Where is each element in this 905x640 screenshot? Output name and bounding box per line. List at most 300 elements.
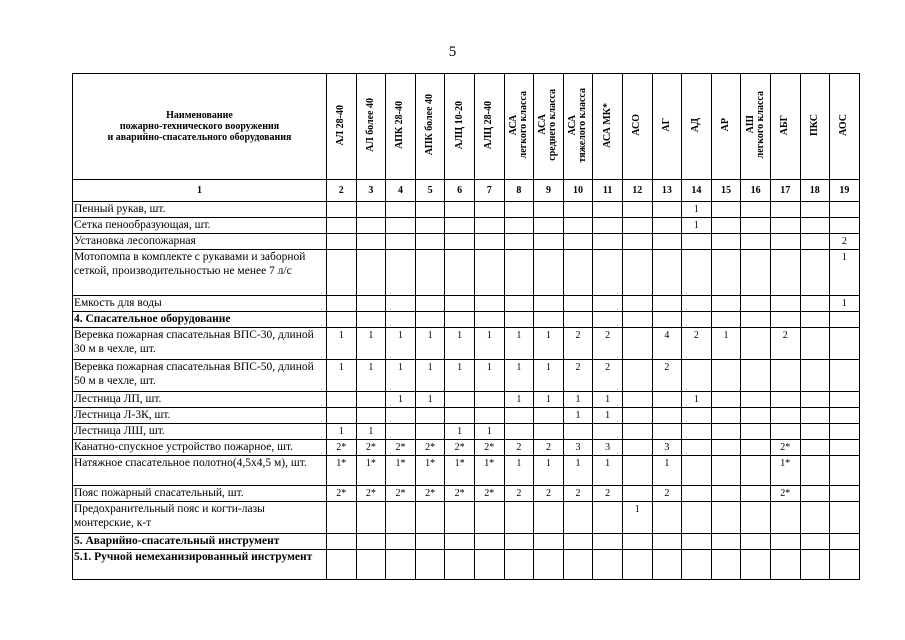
quantity-cell — [741, 408, 771, 424]
quantity-cell — [415, 408, 445, 424]
quantity-cell: 1 — [415, 360, 445, 392]
quantity-cell — [356, 392, 386, 408]
column-header-label: АСА тяжелого класса — [567, 87, 589, 163]
quantity-cell — [652, 424, 682, 440]
quantity-cell — [415, 234, 445, 250]
quantity-cell: 2* — [327, 440, 357, 456]
quantity-cell: 2 — [593, 360, 623, 392]
quantity-cell: 1 — [534, 392, 564, 408]
column-number: 8 — [504, 180, 534, 202]
quantity-cell — [741, 424, 771, 440]
section-title: 5. Аварийно-спасательный инструмент — [73, 534, 327, 550]
quantity-cell — [445, 312, 475, 328]
quantity-cell — [327, 202, 357, 218]
quantity-cell — [800, 502, 830, 534]
column-header — [504, 74, 534, 180]
header-title-line: Наименование — [166, 110, 233, 121]
quantity-cell: 2* — [356, 486, 386, 502]
quantity-cell — [445, 218, 475, 234]
quantity-cell — [682, 250, 712, 296]
quantity-cell: 2 — [652, 486, 682, 502]
quantity-cell — [445, 296, 475, 312]
item-name: Пенный рукав, шт. — [73, 202, 327, 218]
quantity-cell — [682, 486, 712, 502]
quantity-cell — [711, 502, 741, 534]
column-number: 4 — [386, 180, 416, 202]
quantity-cell — [474, 392, 504, 408]
column-header-label: АЛЦ 10-20 — [453, 100, 465, 150]
quantity-cell — [711, 440, 741, 456]
quantity-cell — [356, 250, 386, 296]
column-header — [593, 74, 623, 180]
quantity-cell: 1 — [356, 424, 386, 440]
quantity-cell: 2 — [563, 486, 593, 502]
item-name: Лестница ЛП, шт. — [73, 392, 327, 408]
quantity-cell — [563, 502, 593, 534]
quantity-cell — [830, 440, 860, 456]
quantity-cell — [830, 550, 860, 580]
quantity-cell — [741, 360, 771, 392]
quantity-cell — [504, 408, 534, 424]
quantity-cell: 2 — [563, 328, 593, 360]
page-number: 5 — [448, 44, 457, 60]
quantity-cell: 2* — [770, 440, 800, 456]
quantity-cell — [622, 424, 652, 440]
quantity-cell: 1 — [356, 328, 386, 360]
quantity-cell — [770, 218, 800, 234]
column-header-label: АЛЦ 28-40 — [483, 100, 495, 150]
quantity-cell — [356, 534, 386, 550]
quantity-cell — [711, 534, 741, 550]
item-name: Канатно-спускное устройство пожарное, шт. — [73, 440, 327, 456]
quantity-cell: 2 — [830, 234, 860, 250]
quantity-cell — [652, 234, 682, 250]
quantity-cell — [356, 312, 386, 328]
quantity-cell: 1 — [682, 202, 712, 218]
quantity-cell — [445, 534, 475, 550]
section-title: 5.1. Ручной немеханизированный инструмент — [73, 550, 327, 580]
quantity-cell — [474, 408, 504, 424]
quantity-cell: 2 — [563, 360, 593, 392]
quantity-cell: 2 — [534, 440, 564, 456]
quantity-cell — [386, 250, 416, 296]
quantity-cell — [386, 534, 416, 550]
quantity-cell — [830, 424, 860, 440]
quantity-cell — [474, 218, 504, 234]
quantity-cell — [386, 234, 416, 250]
quantity-cell: 1 — [652, 456, 682, 486]
quantity-cell — [445, 502, 475, 534]
column-number: 10 — [563, 180, 593, 202]
column-number: 19 — [830, 180, 860, 202]
column-header — [622, 74, 652, 180]
quantity-cell — [415, 312, 445, 328]
quantity-cell: 1 — [474, 360, 504, 392]
quantity-cell — [622, 408, 652, 424]
column-header-label: АШ легкого класса — [744, 91, 766, 159]
quantity-cell: 1 — [534, 328, 564, 360]
quantity-cell — [445, 408, 475, 424]
table-row — [73, 296, 860, 312]
quantity-cell: 1 — [415, 328, 445, 360]
quantity-cell — [741, 550, 771, 580]
quantity-cell — [682, 502, 712, 534]
quantity-cell — [474, 312, 504, 328]
quantity-cell — [504, 424, 534, 440]
quantity-cell — [356, 234, 386, 250]
quantity-cell — [622, 440, 652, 456]
quantity-cell — [770, 312, 800, 328]
quantity-cell — [504, 502, 534, 534]
quantity-cell — [563, 250, 593, 296]
quantity-cell: 1 — [504, 360, 534, 392]
quantity-cell: 2* — [770, 486, 800, 502]
quantity-cell — [415, 534, 445, 550]
quantity-cell — [770, 424, 800, 440]
quantity-cell — [327, 408, 357, 424]
quantity-cell: 1 — [622, 502, 652, 534]
column-header-label: АЛ более 40 — [364, 98, 376, 152]
quantity-cell — [622, 202, 652, 218]
quantity-cell — [386, 312, 416, 328]
quantity-cell — [474, 234, 504, 250]
column-header — [415, 74, 445, 180]
quantity-cell — [800, 312, 830, 328]
quantity-cell: 3 — [563, 440, 593, 456]
quantity-cell: 2 — [652, 360, 682, 392]
quantity-cell — [741, 392, 771, 408]
quantity-cell — [800, 534, 830, 550]
quantity-cell — [593, 550, 623, 580]
quantity-cell — [622, 486, 652, 502]
quantity-cell — [830, 486, 860, 502]
quantity-cell — [386, 550, 416, 580]
quantity-cell — [711, 296, 741, 312]
quantity-cell — [593, 534, 623, 550]
quantity-cell — [711, 424, 741, 440]
quantity-cell — [741, 328, 771, 360]
quantity-cell: 1 — [386, 360, 416, 392]
column-header — [830, 74, 860, 180]
quantity-cell: 1 — [327, 328, 357, 360]
quantity-cell — [474, 550, 504, 580]
table-row — [73, 250, 860, 296]
quantity-cell — [711, 202, 741, 218]
quantity-cell: 2* — [445, 440, 475, 456]
quantity-cell — [534, 296, 564, 312]
quantity-cell — [445, 392, 475, 408]
column-number: 1 — [73, 180, 327, 202]
quantity-cell — [682, 296, 712, 312]
quantity-cell: 1 — [445, 424, 475, 440]
quantity-cell: 1 — [563, 456, 593, 486]
quantity-cell — [622, 456, 652, 486]
column-header-label: АБГ — [779, 114, 791, 136]
quantity-cell — [622, 296, 652, 312]
quantity-cell — [652, 218, 682, 234]
quantity-cell: 1* — [327, 456, 357, 486]
column-header-label: АСО — [631, 114, 643, 136]
column-number: 5 — [415, 180, 445, 202]
quantity-cell: 1 — [356, 360, 386, 392]
quantity-cell — [445, 250, 475, 296]
quantity-cell — [800, 234, 830, 250]
quantity-cell — [800, 360, 830, 392]
quantity-cell — [386, 202, 416, 218]
quantity-cell: 1 — [474, 424, 504, 440]
item-name: Натяжное спасательное полотно(4,5х4,5 м), шт. — [73, 456, 327, 486]
quantity-cell: 1* — [445, 456, 475, 486]
quantity-cell — [563, 312, 593, 328]
quantity-cell — [800, 328, 830, 360]
header-title-line: пожарно-технического вооружения — [119, 121, 280, 132]
quantity-cell — [682, 312, 712, 328]
table-row — [73, 218, 860, 234]
quantity-cell — [770, 408, 800, 424]
quantity-cell — [830, 312, 860, 328]
table-row — [73, 486, 860, 502]
quantity-cell — [770, 234, 800, 250]
quantity-cell — [445, 202, 475, 218]
quantity-cell: 3 — [652, 440, 682, 456]
quantity-cell: 1 — [563, 392, 593, 408]
quantity-cell — [386, 218, 416, 234]
quantity-cell — [593, 218, 623, 234]
quantity-cell — [770, 534, 800, 550]
item-name: Мотопомпа в комплекте с рукавами и заборной сеткой, производительностью не менее 7 л/с — [73, 250, 327, 296]
quantity-cell — [800, 296, 830, 312]
quantity-cell — [711, 456, 741, 486]
quantity-cell: 1 — [563, 408, 593, 424]
quantity-cell — [741, 312, 771, 328]
quantity-cell — [593, 502, 623, 534]
quantity-cell — [741, 486, 771, 502]
quantity-cell — [682, 408, 712, 424]
quantity-cell — [563, 202, 593, 218]
quantity-cell: 1 — [593, 392, 623, 408]
item-name: Лестница Л-3К, шт. — [73, 408, 327, 424]
table-row — [73, 328, 860, 360]
quantity-cell — [830, 392, 860, 408]
quantity-cell — [415, 424, 445, 440]
header-title — [73, 74, 327, 180]
quantity-cell — [563, 424, 593, 440]
quantity-cell — [652, 392, 682, 408]
quantity-cell: 1 — [534, 456, 564, 486]
table-row — [73, 202, 860, 218]
column-header-label: ПКС — [808, 113, 820, 136]
item-name: Предохранительный пояс и когти-лазы монтерские, к-т — [73, 502, 327, 534]
quantity-cell: 3 — [593, 440, 623, 456]
quantity-cell — [534, 312, 564, 328]
quantity-cell — [800, 486, 830, 502]
quantity-cell — [327, 218, 357, 234]
column-header-label: АПК более 40 — [424, 94, 436, 156]
column-header — [563, 74, 593, 180]
item-name: Пояс пожарный спасательный, шт. — [73, 486, 327, 502]
column-header-label: АСА среднего класса — [537, 89, 559, 161]
quantity-cell — [327, 296, 357, 312]
item-name: Веревка пожарная спасательная ВПС-50, длиной 50 м в чехле, шт. — [73, 360, 327, 392]
quantity-cell: 1 — [386, 392, 416, 408]
column-header-label: АР — [720, 118, 732, 132]
quantity-cell — [741, 502, 771, 534]
quantity-cell: 2 — [593, 328, 623, 360]
column-number: 6 — [445, 180, 475, 202]
quantity-cell — [327, 234, 357, 250]
quantity-cell: 2 — [770, 328, 800, 360]
column-header-label: АОС — [838, 114, 850, 136]
quantity-cell — [356, 550, 386, 580]
quantity-cell — [711, 392, 741, 408]
quantity-cell — [800, 392, 830, 408]
quantity-cell: 1 — [682, 218, 712, 234]
quantity-cell: 1 — [593, 408, 623, 424]
quantity-cell — [770, 296, 800, 312]
quantity-cell — [415, 502, 445, 534]
quantity-cell — [711, 250, 741, 296]
quantity-cell — [504, 234, 534, 250]
quantity-cell: 2 — [504, 486, 534, 502]
quantity-cell — [356, 502, 386, 534]
section-row — [73, 312, 860, 328]
quantity-cell — [593, 424, 623, 440]
quantity-cell: 2 — [534, 486, 564, 502]
quantity-cell — [534, 424, 564, 440]
quantity-cell — [593, 312, 623, 328]
section-row — [73, 534, 860, 550]
column-number: 16 — [741, 180, 771, 202]
table-row — [73, 502, 860, 534]
quantity-cell — [711, 486, 741, 502]
quantity-cell: 1 — [327, 424, 357, 440]
table-row — [73, 408, 860, 424]
quantity-cell — [622, 328, 652, 360]
quantity-cell: 1 — [830, 296, 860, 312]
quantity-cell — [711, 360, 741, 392]
quantity-cell — [770, 202, 800, 218]
quantity-cell: 1* — [386, 456, 416, 486]
quantity-cell — [563, 296, 593, 312]
quantity-cell — [770, 360, 800, 392]
quantity-cell: 1* — [770, 456, 800, 486]
column-header-label: АСА легкого класса — [507, 91, 529, 159]
quantity-cell — [652, 202, 682, 218]
quantity-cell: 1 — [504, 392, 534, 408]
quantity-cell — [682, 456, 712, 486]
quantity-cell — [504, 312, 534, 328]
quantity-cell: 2* — [327, 486, 357, 502]
quantity-cell — [534, 218, 564, 234]
quantity-cell: 2* — [474, 440, 504, 456]
quantity-cell — [327, 250, 357, 296]
quantity-cell — [415, 250, 445, 296]
quantity-cell — [682, 534, 712, 550]
column-header — [534, 74, 564, 180]
item-name: Лестница ЛШ, шт. — [73, 424, 327, 440]
quantity-cell — [800, 456, 830, 486]
quantity-cell — [563, 234, 593, 250]
column-header — [445, 74, 475, 180]
quantity-cell — [622, 360, 652, 392]
quantity-cell — [593, 234, 623, 250]
quantity-cell — [445, 234, 475, 250]
quantity-cell: 1 — [682, 392, 712, 408]
quantity-cell — [800, 408, 830, 424]
quantity-cell — [327, 312, 357, 328]
item-name: Веревка пожарная спасательная ВПС-30, длиной 30 м в чехле, шт. — [73, 328, 327, 360]
quantity-cell — [652, 312, 682, 328]
quantity-cell: 2* — [474, 486, 504, 502]
quantity-cell — [770, 392, 800, 408]
quantity-cell — [356, 296, 386, 312]
quantity-cell: 2 — [593, 486, 623, 502]
quantity-cell — [741, 202, 771, 218]
quantity-cell — [534, 202, 564, 218]
quantity-cell — [534, 550, 564, 580]
quantity-cell — [830, 218, 860, 234]
quantity-cell — [386, 296, 416, 312]
quantity-cell: 2* — [415, 486, 445, 502]
quantity-cell — [800, 440, 830, 456]
quantity-cell — [622, 550, 652, 580]
quantity-cell — [800, 424, 830, 440]
header-title-line: и аварийно-спасательного оборудования — [107, 132, 292, 143]
quantity-cell — [534, 408, 564, 424]
column-number: 7 — [474, 180, 504, 202]
quantity-cell — [652, 534, 682, 550]
quantity-cell — [415, 218, 445, 234]
quantity-cell — [504, 250, 534, 296]
column-header — [474, 74, 504, 180]
column-header — [356, 74, 386, 180]
quantity-cell — [770, 550, 800, 580]
quantity-cell — [474, 534, 504, 550]
quantity-cell — [800, 550, 830, 580]
quantity-cell — [682, 360, 712, 392]
column-header — [800, 74, 830, 180]
quantity-cell — [563, 218, 593, 234]
quantity-cell — [682, 424, 712, 440]
header-row — [73, 74, 860, 180]
quantity-cell — [652, 408, 682, 424]
column-header — [652, 74, 682, 180]
quantity-cell — [770, 502, 800, 534]
item-name: Установка лесопожарная — [73, 234, 327, 250]
quantity-cell — [830, 456, 860, 486]
quantity-cell — [741, 296, 771, 312]
quantity-cell: 1* — [356, 456, 386, 486]
section-title: 4. Спасательное оборудование — [73, 312, 327, 328]
quantity-cell — [504, 550, 534, 580]
quantity-cell — [770, 250, 800, 296]
quantity-cell — [534, 234, 564, 250]
quantity-cell — [593, 296, 623, 312]
quantity-cell — [593, 202, 623, 218]
quantity-cell: 2* — [386, 486, 416, 502]
quantity-cell — [830, 202, 860, 218]
quantity-cell: 1 — [593, 456, 623, 486]
quantity-cell: 1 — [445, 360, 475, 392]
table-row — [73, 424, 860, 440]
quantity-cell — [711, 234, 741, 250]
quantity-cell — [415, 550, 445, 580]
quantity-cell — [563, 534, 593, 550]
quantity-cell — [356, 202, 386, 218]
column-header — [682, 74, 712, 180]
quantity-cell: 1* — [474, 456, 504, 486]
quantity-cell — [415, 296, 445, 312]
